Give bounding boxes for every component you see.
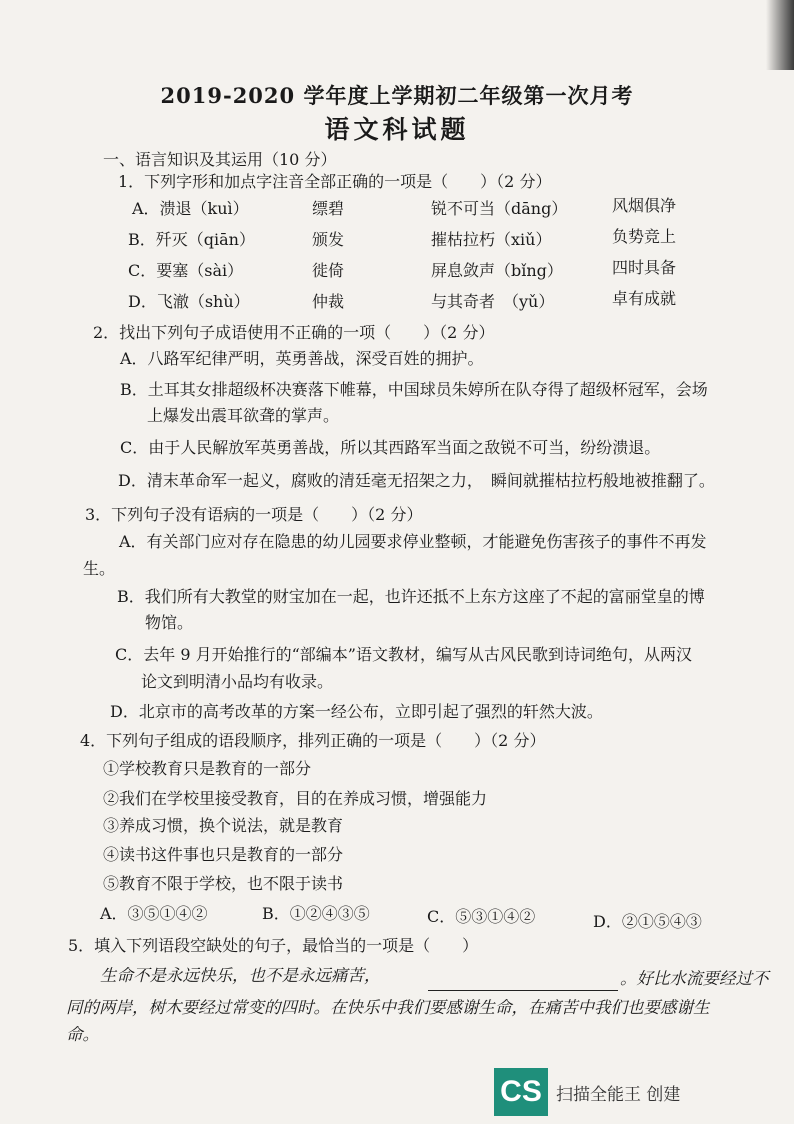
q4-item-5: ⑤教育不限于学校，也不限于读书: [103, 874, 344, 893]
q4-stem: 4．下列句子组成的语段顺序，排列正确的一项是（ ）（2 分）: [80, 731, 546, 750]
q1-b-3: 摧枯拉朽（xiǔ）: [431, 230, 552, 249]
q5-passage-line3: 命。: [66, 1025, 99, 1044]
q1-d-1: D．飞澈（shù）: [128, 292, 250, 311]
camscanner-watermark-text: 扫描全能王 创建: [556, 1085, 681, 1105]
q1-a-2: 缥碧: [312, 199, 345, 218]
q5-stem: 5．填入下列语段空缺处的句子，最恰当的一项是（ ）: [68, 936, 479, 955]
q5-passage-line1b: 。好比水流要经过不: [620, 969, 769, 988]
exam-subtitle: 语文科试题: [324, 115, 470, 144]
q2-option-d: D．清末革命军一起义，腐败的清廷毫无招架之力， 瞬间就摧枯拉朽般地被推翻了。: [118, 471, 715, 490]
q1-c-1: C．要塞（sài）: [128, 261, 244, 280]
q3-option-b-line2: 物馆。: [145, 613, 194, 632]
q2-option-a: A．八路军纪律严明，英勇善战，深受百姓的拥护。: [120, 349, 484, 368]
q1-d-2: 仲裁: [312, 292, 345, 311]
q2-option-c: C．由于人民解放军英勇善战，所以其西路军当面之敌锐不可当，纷纷溃退。: [120, 438, 661, 457]
q1-c-2: 徙倚: [312, 261, 345, 280]
q4-item-1: ①学校教育只是教育的一部分: [103, 759, 312, 778]
q5-passage-line1a: 生命不是永远快乐，也不是永远痛苦，: [100, 966, 381, 985]
q1-b-4: 负势竞上: [612, 227, 677, 246]
q5-answer-blank: [428, 990, 618, 991]
q2-option-b-line2: 上爆发出震耳欲聋的掌声。: [147, 406, 340, 425]
camscanner-logo-icon: CS: [494, 1068, 548, 1116]
q1-a-4: 风烟俱净: [612, 196, 677, 215]
q3-option-b-line1: B．我们所有大教堂的财宝加在一起，也许还抵不上东方这座了不起的富丽堂皇的博: [117, 587, 705, 606]
q5-passage-line2: 同的两岸，树木要经过常变的四时。在快乐中我们要感谢生命，在痛苦中我们也要感谢生: [66, 998, 710, 1017]
q1-c-4: 四时具备: [612, 258, 677, 277]
q3-stem: 3．下列句子没有语病的一项是（ ）（2 分）: [85, 505, 423, 524]
q4-option-c: C．⑤③①④②: [427, 907, 536, 926]
section-heading: 一、语言知识及其运用（10 分）: [103, 150, 337, 169]
exam-title: 2019-2020 学年度上学期初二年级第一次月考: [160, 83, 634, 108]
q3-option-d: D．北京市的高考改革的方案一经公布，立即引起了强烈的轩然大波。: [110, 702, 603, 721]
q4-option-d: D．②①⑤④③: [593, 912, 702, 931]
q1-a-1: A．溃退（kuì）: [132, 199, 249, 218]
q4-item-2: ②我们在学校里接受教育，目的在养成习惯，增强能力: [103, 789, 488, 808]
q1-c-3: 屏息敛声（bǐng）: [431, 261, 563, 280]
q3-option-c-line2: 论文到明清小品均有收录。: [141, 672, 334, 691]
q1-d-4: 卓有成就: [612, 289, 677, 308]
q4-item-4: ④读书这件事也只是教育的一部分: [103, 845, 344, 864]
q4-option-b: B．①②④③⑤: [262, 904, 370, 923]
q3-option-a-line1: A．有关部门应对存在隐患的幼儿园要求停业整顿，才能避免伤害孩子的事件不再发: [119, 532, 707, 551]
q4-item-3: ③养成习惯，换个说法，就是教育: [103, 816, 344, 835]
q3-option-a-line2: 生。: [83, 559, 116, 578]
q2-stem: 2．找出下列句子成语使用不正确的一项（ ）（2 分）: [93, 323, 495, 342]
q4-option-a: A．③⑤①④②: [100, 904, 208, 923]
q2-option-b-line1: B．土耳其女排超级杯决赛落下帷幕，中国球员朱婷所在队夺得了超级杯冠军，会场: [120, 380, 708, 399]
scan-shadow: [766, 0, 794, 70]
q1-b-2: 颁发: [312, 230, 345, 249]
q1-b-1: B．歼灭（qiān）: [128, 230, 255, 249]
q3-option-c-line1: C．去年 9 月开始推行的“部编本”语文教材，编写从古风民歌到诗词绝句，从两汉: [115, 645, 692, 664]
q1-d-3: 与其奇者 （yǔ）: [431, 292, 555, 311]
q1-a-3: 锐不可当（dāng）: [431, 199, 568, 218]
q1-stem: 1．下列字形和加点字注音全部正确的一项是（ ）（2 分）: [118, 172, 552, 191]
